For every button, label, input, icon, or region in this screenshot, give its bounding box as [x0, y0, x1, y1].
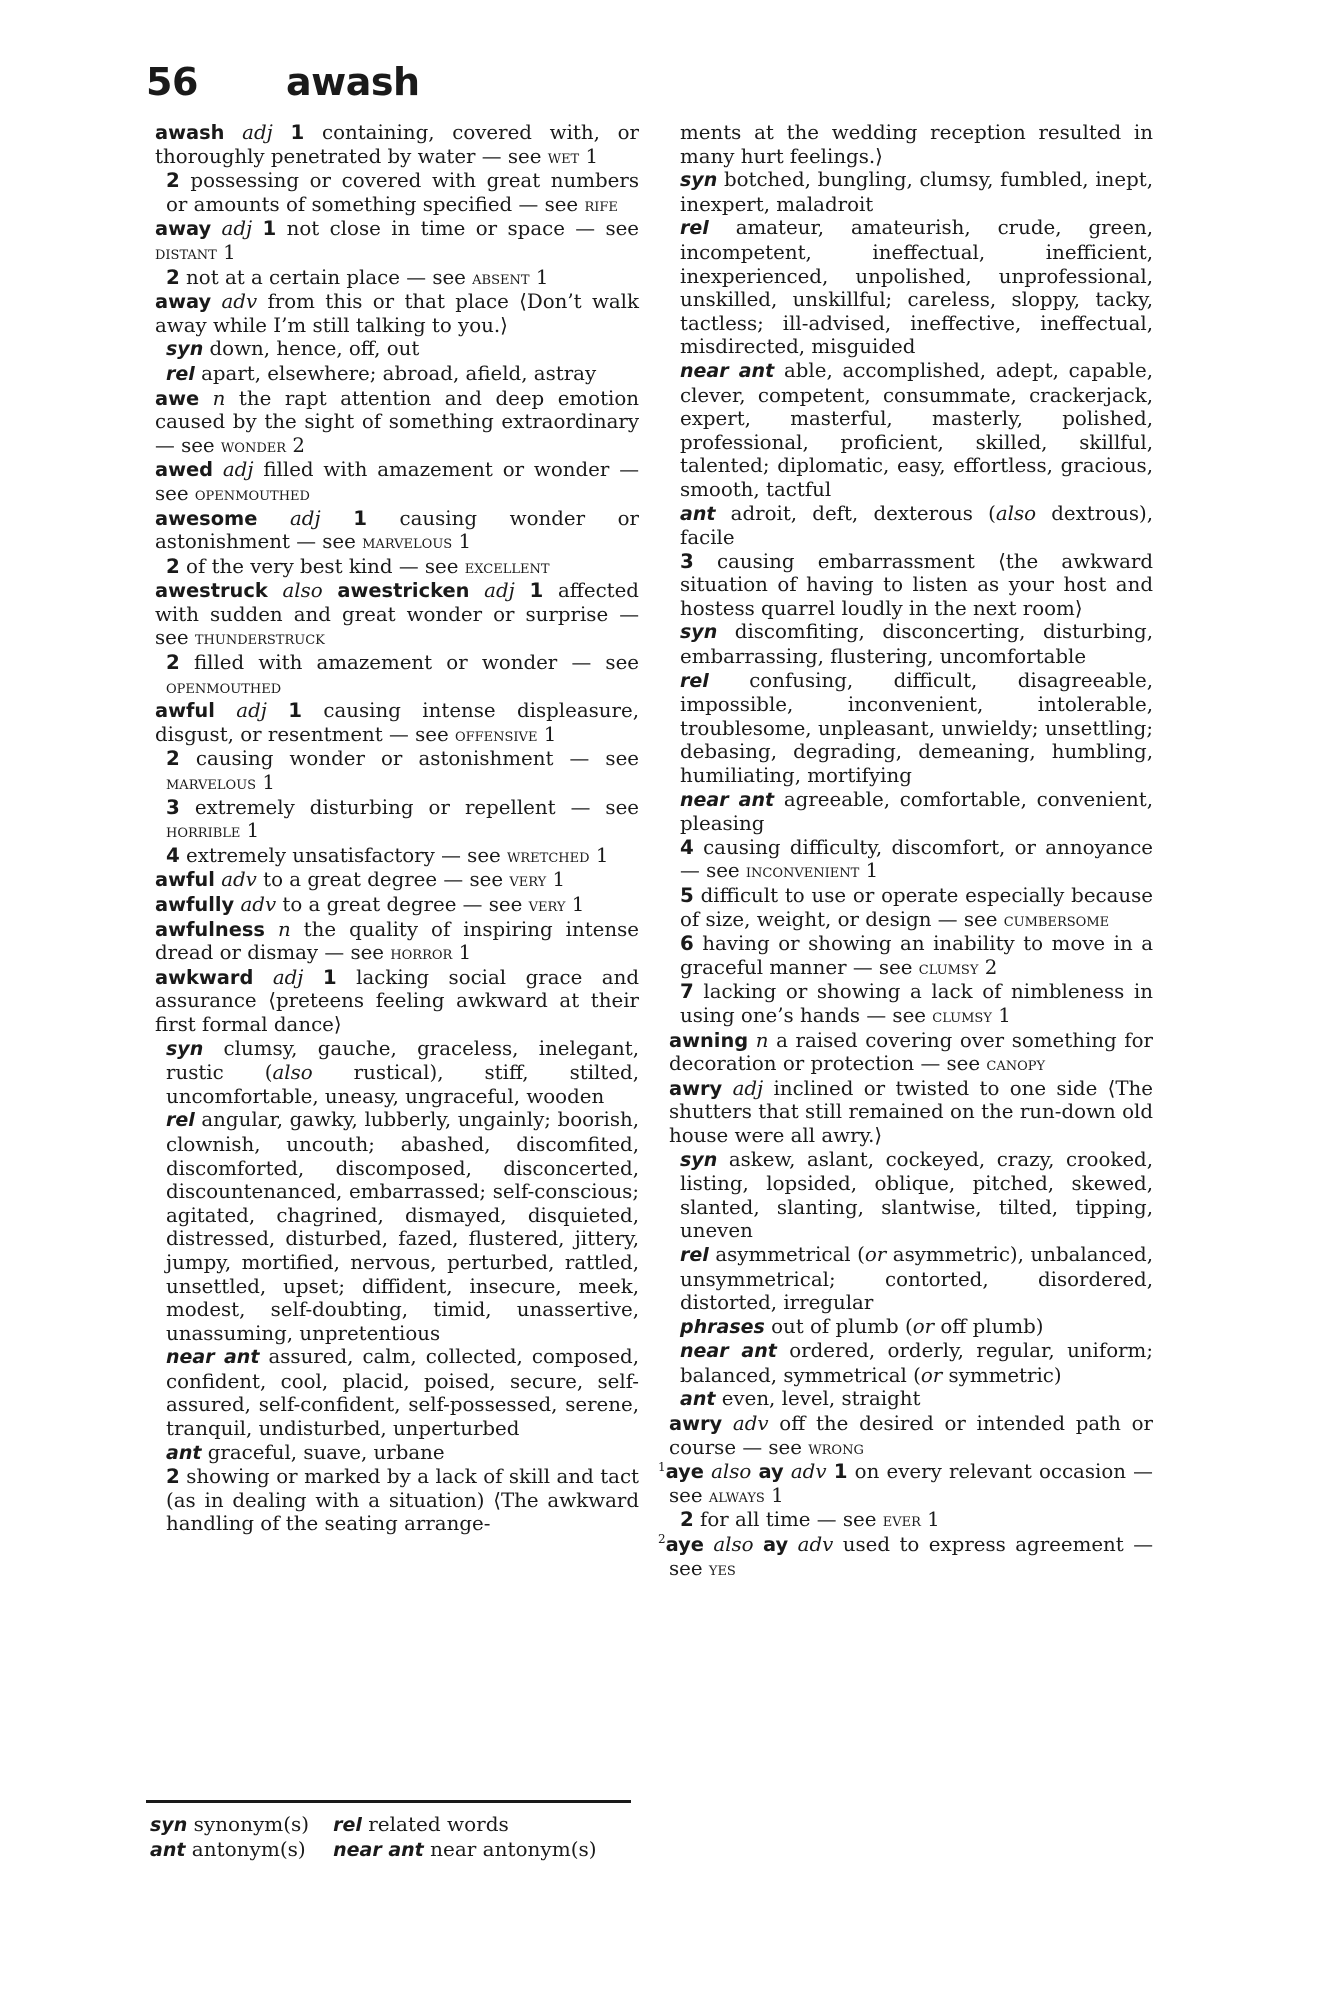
key-abbr: syn — [150, 1814, 188, 1836]
dictionary-entry: syn discomfiting, disconcerting, disturbing, embarrassing, flustering, uncomfortable — [680, 620, 1153, 669]
dictionary-entry: near ant ordered, orderly, regular, uniform; balanced, symmetrical (or symmetric) — [680, 1339, 1153, 1387]
dictionary-entry: 2 causing wonder or astonishment — see marvelous 1 — [166, 747, 639, 795]
dictionary-entry: awkward adj 1 lacking social grace and assurance ⟨preteens feeling awkward at their first formal dance⟩ — [155, 965, 639, 1036]
page-header — [146, 60, 420, 104]
dictionary-entry: 2 showing or marked by a lack of skill and tact (as in dealing with a situation) ⟨The awkward handling of the seating arrange- — [166, 1465, 639, 1536]
dictionary-entry: near ant agreeable, comfortable, convenient, pleasing — [680, 787, 1154, 836]
dictionary-entry: away adv from this or that place ⟨Don’t walk away while I’m still talking to you.⟩ — [155, 290, 639, 337]
dictionary-entry: rel confusing, difficult, disagreeable, impossible, inconvenient, intolerable, troublesome, unpleasant, unwieldy; unsettling; debasing, degrading, demeaning, humbling, humiliating, mortifying — [680, 668, 1153, 788]
dictionary-entry: phrases out of plumb (or off plumb) — [680, 1314, 1044, 1338]
dictionary-entry: awful adv to a great degree — see very 1 — [155, 868, 566, 892]
key-row — [150, 1837, 621, 1862]
dictionary-entry: 7 lacking or showing a lack of nimbleness in using one’s hands — see clumsy 1 — [680, 980, 1153, 1027]
dictionary-entry: rel asymmetrical (or asymmetric), unbalanced, unsymmetrical; contorted, disordered, distorted, irregular — [680, 1242, 1153, 1315]
page-number: 56 — [146, 60, 198, 104]
dictionary-entry: awfulness n the quality of inspiring intense dread or dismay — see horror 1 — [155, 917, 639, 965]
dictionary-entry: near ant able, accomplished, adept, capable, clever, competent, consummate, crackerjack, expert, masterful, masterly, polished, professional, proficient, skilled, skillful, talented; diplomatic, easy, effortless, gracious, smooth, tactful — [680, 358, 1153, 501]
dictionary-entry: near ant assured, calm, collected, composed, confident, cool, placid, poised, secure, self-assured, self-confident, self-possessed, serene, tranquil, undisturbed, unperturbed — [166, 1345, 639, 1441]
guide-word: awash — [286, 60, 420, 104]
dictionary-entry: ant even, level, straight — [680, 1387, 921, 1411]
dictionary-entry: 4 extremely unsatisfactory — see wretched 1 — [166, 843, 609, 867]
right-column — [658, 121, 1154, 1581]
dictionary-entry: 3 causing embarrassment ⟨the awkward situation of having to listen as your host and hostess quarrel loudly in the next room⟩ — [680, 549, 1153, 620]
dictionary-entry: awestruck also awestricken adj 1 affected with sudden and great wonder or surprise — see thunderstruck — [155, 579, 639, 650]
key-meaning: antonym(s) — [191, 1837, 306, 1861]
key-abbr: near ant — [333, 1839, 424, 1861]
dictionary-entry: 3 extremely disturbing or repellent — see horrible 1 — [166, 795, 639, 843]
dictionary-entry: 2 of the very best kind — see excellent — [166, 554, 550, 578]
dictionary-entry: rel angular, gawky, lubberly, ungainly; boorish, clownish, uncouth; abashed, discomfited, discomforted, discomposed, disconcerted, discountenanced, embarrassed; self-conscious; agitated, chagrined, dismayed, disquieted, distressed, disturbed, fazed, flustered, jittery, jumpy, mortified, nervous, perturbed, rattled, unsettled, upset; diffident, insecure, meek, modest, self-doubting, timid, unassertive, unassuming, unpretentious — [166, 1108, 639, 1345]
dictionary-entry: awe n the rapt attention and deep emotion caused by the sight of something extraordinary — see wonder 2 — [155, 386, 640, 457]
dictionary-entry: awry adv off the desired or intended path or course — see wrong — [669, 1412, 1153, 1459]
dictionary-entry: awed adj filled with amazement or wonder — see openmouthed — [155, 458, 639, 505]
dictionary-entry: 6 having or showing an inability to move in a graceful manner — see clumsy 2 — [680, 932, 1153, 979]
abbreviation-key — [150, 1812, 621, 1862]
dictionary-entry: awfully adv to a great degree — see very 1 — [155, 893, 585, 916]
footer-divider — [146, 1800, 631, 1803]
key-abbr: rel — [333, 1814, 362, 1836]
dictionary-entry: rel amateur, amateurish, crude, green, incompetent, ineffectual, inefficient, inexperienced, unpolished, unprofessional, unskilled, unskillful; careless, sloppy, tacky, tactless; ill-advised, ineffective, ineffectual, misdirected, misguided — [680, 216, 1153, 359]
left-column — [155, 121, 639, 1536]
dictionary-entry: ments at the wedding reception resulted in many hurt feelings.⟩ — [680, 121, 1153, 168]
key-row — [150, 1812, 621, 1837]
key-meaning: near antonym(s) — [430, 1837, 597, 1861]
dictionary-entry: ant adroit, deft, dexterous (also dextrous), facile — [680, 501, 1153, 550]
dictionary-entry: away adj 1 not close in time or space — see distant 1 — [155, 217, 640, 264]
dictionary-entry: 2 not at a certain place — see absent 1 — [166, 265, 549, 289]
dictionary-entry: 2 possessing or covered with great numbers or amounts of something specified — see rife — [166, 169, 639, 216]
dictionary-entry: 2 for all time — see ever 1 — [680, 1508, 940, 1532]
dictionary-entry: awash adj 1 containing, covered with, or thoroughly penetrated by water — see wet 1 — [155, 121, 639, 168]
dictionary-entry: awning n a raised covering over something for decoration or protection — see canopy — [669, 1028, 1153, 1076]
dictionary-entry: 5 difficult to use or operate especially because of size, weight, or design — see cumbersome — [680, 884, 1153, 931]
dictionary-entry: syn askew, aslant, cockeyed, crazy, crooked, listing, lopsided, oblique, pitched, skewed, slanted, slanting, slantwise, tilted, tipping, uneven — [680, 1147, 1153, 1243]
dictionary-entry: awry adj inclined or twisted to one side ⟨The shutters that still remained on the run-down old house were all awry.⟩ — [669, 1076, 1153, 1147]
dictionary-entry: 2 filled with amazement or wonder — see openmouthed — [166, 651, 639, 698]
dictionary-entry: awesome adj 1 causing wonder or astonishment — see marvelous 1 — [155, 506, 639, 554]
dictionary-entry: syn down, hence, off, out — [166, 337, 420, 361]
dictionary-entry: 4 causing difficulty, discomfort, or annoyance — see inconvenient 1 — [680, 835, 1153, 883]
dictionary-entry: awful adj 1 causing intense displeasure, disgust, or resentment — see offensive 1 — [155, 699, 639, 746]
dictionary-entry: $^2$aye also ay adv used to express agreement — see yes — [658, 1532, 1153, 1580]
key-meaning: synonym(s) — [193, 1812, 310, 1836]
key-meaning: related words — [368, 1812, 509, 1836]
dictionary-entry: syn botched, bungling, clumsy, fumbled, inept, inexpert, maladroit — [680, 168, 1153, 216]
dictionary-entry: syn clumsy, gauche, graceless, inelegant, rustic (also rustical), stiff, stilted, uncomfortable, uneasy, ungraceful, wooden — [166, 1036, 639, 1108]
dictionary-entry: rel apart, elsewhere; abroad, afield, astray — [166, 361, 597, 385]
dictionary-entry: $^1$aye also ay adv 1 on every relevant occasion — see always 1 — [658, 1459, 1153, 1507]
dictionary-entry: ant graceful, suave, urbane — [166, 1440, 445, 1464]
key-abbr: ant — [150, 1839, 186, 1861]
